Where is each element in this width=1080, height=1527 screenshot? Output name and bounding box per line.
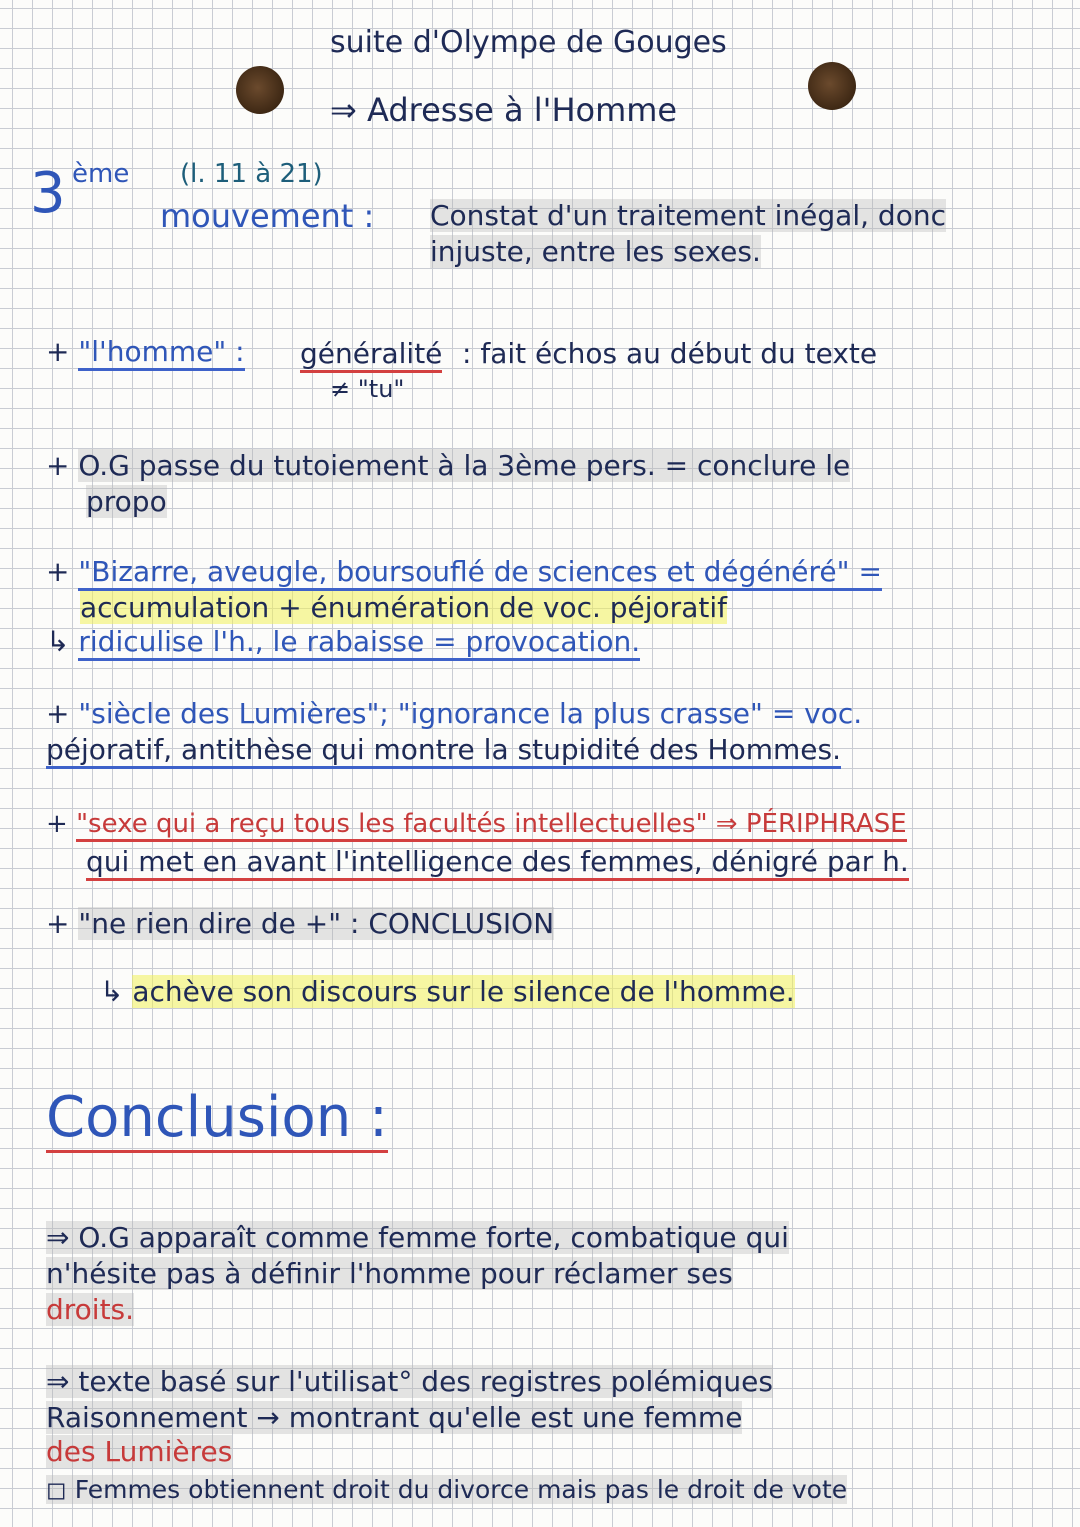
section-summary-line1: Constat d'un traitement inégal, donc (430, 199, 946, 232)
section-lines: (l. 11 à 21) (180, 159, 323, 189)
binder-hole-left (236, 66, 284, 114)
bullet-1-note: généralité (300, 338, 442, 370)
conclusion-p2-line3: des Lumières (46, 1435, 233, 1468)
bullet-5-line1: + "sexe qui a reçu tous les facultés intellectuelles" ⇒ PÉRIPHRASE (46, 810, 907, 840)
bullet-5-line2: qui met en avant l'intelligence des femmes, dénigré par h. (86, 846, 909, 878)
bullet-2-line1: + O.G passe du tutoiement à la 3ème pers. = conclure le (46, 449, 851, 482)
bullet-1-sub: ≠ "tu" (330, 375, 405, 403)
binder-hole-right (808, 62, 856, 110)
bullet-4-line2: péjoratif, antithèse qui montre la stupidité des Hommes. (46, 734, 841, 766)
conclusion-p1-line1: ⇒ O.G apparaît comme femme forte, combatique qui (46, 1221, 789, 1254)
section-summary-line2: injuste, entre les sexes. (430, 235, 761, 268)
section-label: mouvement : (160, 197, 375, 235)
page-subtitle: ⇒ Adresse à l'Homme (330, 91, 678, 129)
conclusion-p1-line3: droits. (46, 1293, 135, 1326)
bullet-2-line2: propo (86, 485, 167, 518)
section-ordinal: ème (72, 159, 130, 189)
conclusion-p2-line1: ⇒ texte basé sur l'utilisat° des registres polémiques (46, 1365, 773, 1398)
bullet-1-quote: + "l'homme" : (46, 336, 245, 368)
bullet-4-line1: + "siècle des Lumières"; "ignorance la plus crasse" = voc. (46, 697, 863, 730)
page-title: suite d'Olympe de Gouges (330, 25, 727, 60)
bullet-1-rest: : fait échos au début du texte (462, 337, 878, 370)
bullet-6-line1: + "ne rien dire de +" : CONCLUSION (46, 907, 555, 940)
bullet-6-line2: ↳ achève son discours sur le silence de l'homme. (100, 975, 795, 1008)
conclusion-heading: Conclusion : (46, 1086, 388, 1150)
conclusion-p1-line2: n'hésite pas à définir l'homme pour réclamer ses (46, 1257, 733, 1290)
conclusion-p3: ◻ Femmes obtiennent droit du divorce mais pas le droit de vote (46, 1475, 848, 1504)
bullet-3-line2: accumulation + énumération de voc. péjoratif (80, 591, 727, 624)
conclusion-p2-line2: Raisonnement → montrant qu'elle est une femme (46, 1401, 743, 1434)
bullet-3-line1: + "Bizarre, aveugle, boursouflé de sciences et dégénéré" = (46, 556, 882, 588)
bullet-3-line3: ↳ ridiculise l'h., le rabaisse = provocation. (46, 626, 640, 658)
section-number: 3 (30, 161, 66, 226)
